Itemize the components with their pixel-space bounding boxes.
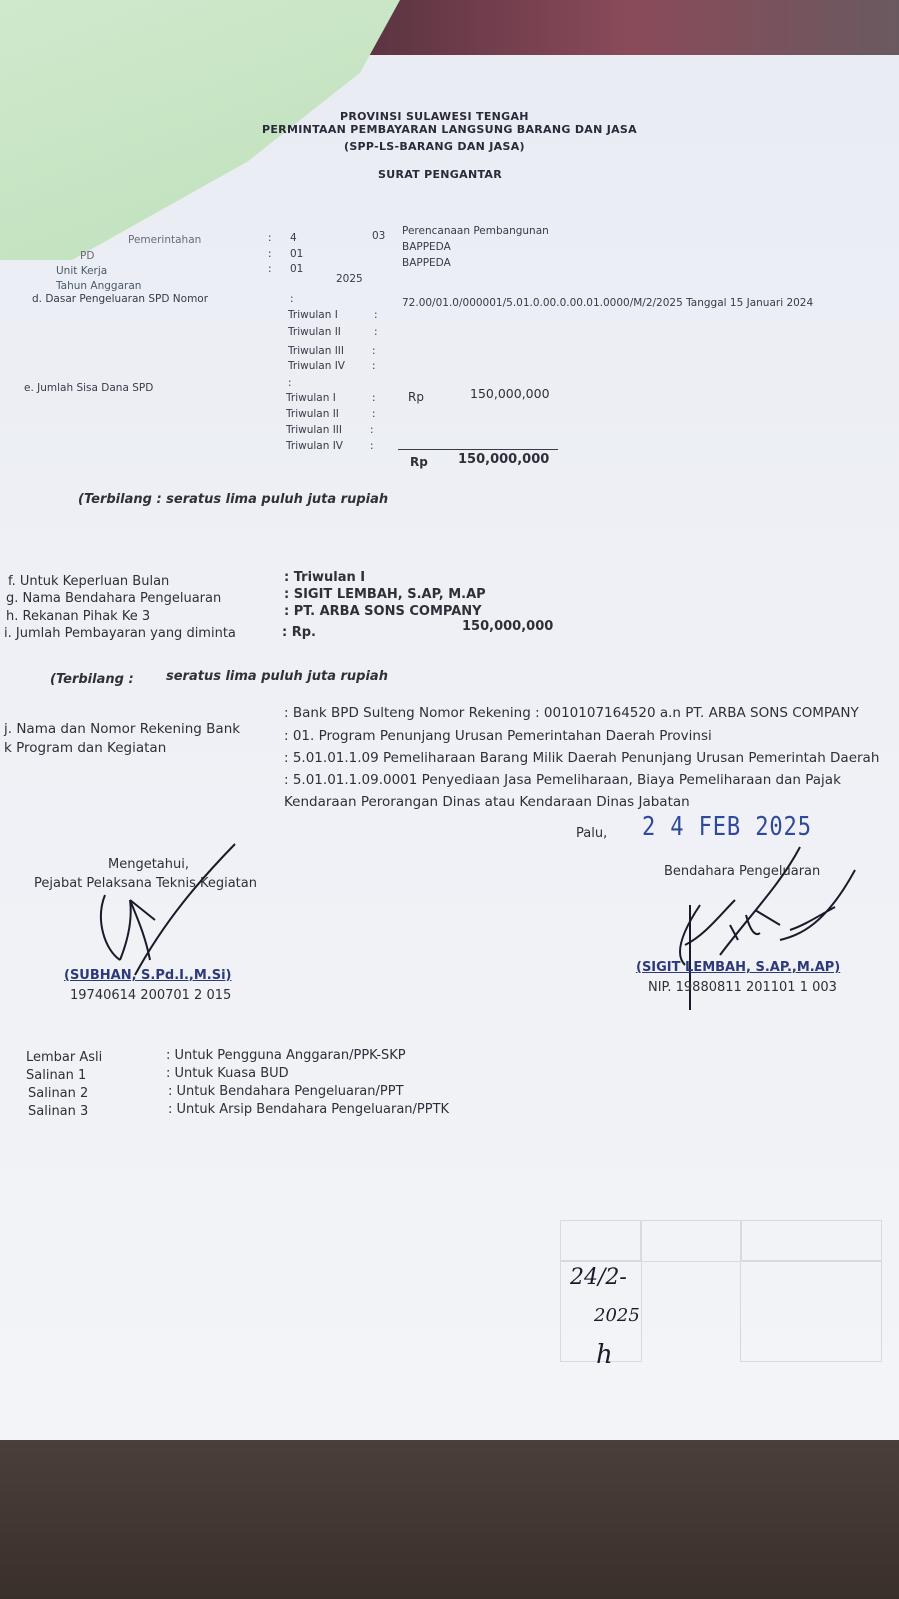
colon: : (374, 326, 378, 338)
jumlah-pembayaran-label: i. Jumlah Pembayaran yang diminta (4, 626, 236, 641)
colon: : (370, 424, 374, 436)
rekanan-value: : PT. ARBA SONS COMPANY (284, 604, 482, 619)
total-amount: 150,000,000 (458, 452, 550, 467)
mengetahui-label: Mengetahui, (108, 857, 189, 872)
jumlah-pembayaran-rp: : Rp. (282, 625, 316, 640)
unit-label: Unit Kerja (56, 265, 108, 277)
triwulan-3-label: Triwulan III (288, 345, 344, 357)
sum-divider (398, 449, 558, 450)
program-value-4: Kendaraan Perorangan Dinas atau Kendaraan Dinas Jabatan (284, 794, 690, 810)
left-signer-nip: 19740614 200701 2 015 (70, 988, 232, 1003)
rp-label: Rp (408, 390, 424, 404)
colon: : (372, 408, 376, 420)
distribution-value: : Untuk Bendahara Pengeluaran/PPT (168, 1084, 404, 1099)
left-signature-icon (60, 840, 260, 980)
distribution-value: : Untuk Arsip Bendahara Pengeluaran/PPTK (168, 1102, 450, 1117)
letter-title: SURAT PENGANTAR (378, 168, 502, 181)
program-value-2: : 5.01.01.1.09 Pemeliharaan Barang Milik Daerah Penunjang Urusan Pemerintah Daerah (284, 750, 880, 766)
pemerintahan-label: Pemerintahan (128, 234, 202, 246)
triwulan-1-amount: 150,000,000 (470, 386, 550, 401)
bendahara-value: : SIGIT LEMBAH, S.AP, M.AP (284, 587, 486, 602)
jumlah-pembayaran-amount: 150,000,000 (462, 619, 554, 634)
right-signer-name: (SIGIT LEMBAH, S.AP.,M.AP) (636, 960, 841, 975)
triwulan-2-label: Triwulan II (288, 326, 341, 338)
total-rp-label: Rp (410, 455, 428, 469)
tahun-value: 2025 (336, 273, 363, 285)
program-value-3: : 5.01.01.1.09.0001 Penyediaan Jasa Pemeliharaan, Biaya Pemeliharaan dan Pajak (284, 772, 841, 788)
handwritten-year: 2025 (594, 1305, 640, 1326)
opd-label: PD (80, 250, 95, 262)
terbilang-2-prefix: (Terbilang : (50, 672, 134, 687)
place-label: Palu, (576, 826, 608, 841)
spd-label: d. Dasar Pengeluaran SPD Nomor (32, 293, 209, 305)
sisa-triwulan-3-label: Triwulan III (286, 424, 342, 436)
unit-value: BAPPEDA (402, 257, 451, 269)
bendahara-label: g. Nama Bendahara Pengeluaran (6, 591, 222, 606)
header-subtitle: (SPP-LS-BARANG DAN JASA) (344, 140, 525, 153)
pemerintahan-value: Perencanaan Pembangunan (402, 225, 549, 237)
unit-code: 01 (290, 263, 304, 275)
handwritten-date: 24/2- (570, 1265, 627, 1290)
distribution-label: Salinan 1 (26, 1068, 87, 1083)
program-label: k Program dan Kegiatan (4, 740, 167, 756)
opd-code: 01 (290, 248, 304, 260)
right-signer-nip: NIP. 19880811 201101 1 003 (648, 980, 837, 995)
header-title: PERMINTAAN PEMBAYARAN LANGSUNG BARANG DAN JASA (262, 123, 637, 136)
colon: : (290, 293, 294, 305)
terbilang-2-text: seratus lima puluh juta rupiah (166, 669, 388, 684)
pemerintahan-code2: 03 (372, 230, 386, 242)
triwulan-1-label: Triwulan I (288, 309, 338, 321)
colon: : (370, 440, 374, 452)
sisa-triwulan-4-label: Triwulan IV (286, 440, 343, 452)
distribution-label: Salinan 2 (28, 1086, 89, 1101)
colon: : (288, 377, 292, 389)
colon: : (372, 345, 376, 357)
program-value-1: : 01. Program Penunjang Urusan Pemerintahan Daerah Provinsi (284, 728, 712, 744)
background-bottom (0, 1440, 899, 1599)
rekening-label: j. Nama dan Nomor Rekening Bank (4, 721, 241, 737)
colon: : (372, 360, 376, 372)
left-signer-title: Pejabat Pelaksana Teknis Kegiatan (34, 876, 257, 891)
tahun-label: Tahun Anggaran (56, 280, 142, 292)
terbilang-1: (Terbilang : seratus lima puluh juta rupiah (78, 492, 389, 507)
distribution-value: : Untuk Kuasa BUD (166, 1066, 289, 1081)
handwritten-initial: h (596, 1340, 613, 1370)
distribution-label: Salinan 3 (28, 1104, 89, 1119)
distribution-label: Lembar Asli (26, 1050, 103, 1065)
colon: : (268, 263, 272, 275)
pemerintahan-code1: 4 (290, 232, 297, 244)
header-province: PROVINSI SULAWESI TENGAH (340, 110, 529, 123)
colon: : (374, 309, 378, 321)
right-signer-title: Bendahara Pengeluaran (664, 864, 821, 879)
colon: : (372, 392, 376, 404)
sisa-triwulan-1-label: Triwulan I (286, 392, 336, 404)
rekening-value: : Bank BPD Sulteng Nomor Rekening : 0010107164520 a.n PT. ARBA SONS COMPANY (284, 705, 859, 721)
opd-value: BAPPEDA (402, 241, 451, 253)
distribution-value: : Untuk Pengguna Anggaran/PPK-SKP (166, 1048, 406, 1063)
keperluan-label: f. Untuk Keperluan Bulan (8, 574, 170, 589)
date-stamp: 2 4 FEB 2025 (642, 812, 812, 842)
keperluan-value: : Triwulan I (284, 570, 366, 585)
colon: : (268, 248, 272, 260)
colon: : (268, 232, 272, 244)
rekanan-label: h. Rekanan Pihak Ke 3 (6, 609, 151, 624)
triwulan-4-label: Triwulan IV (288, 360, 345, 372)
spd-number: 72.00/01.0/000001/5.01.0.00.0.00.01.0000/M/2/2025 Tanggal 15 Januari 2024 (402, 297, 814, 309)
sisa-triwulan-2-label: Triwulan II (286, 408, 339, 420)
sisa-dana-label: e. Jumlah Sisa Dana SPD (24, 382, 154, 394)
left-signer-name: (SUBHAN, S.Pd.I.,M.Si) (64, 968, 232, 983)
